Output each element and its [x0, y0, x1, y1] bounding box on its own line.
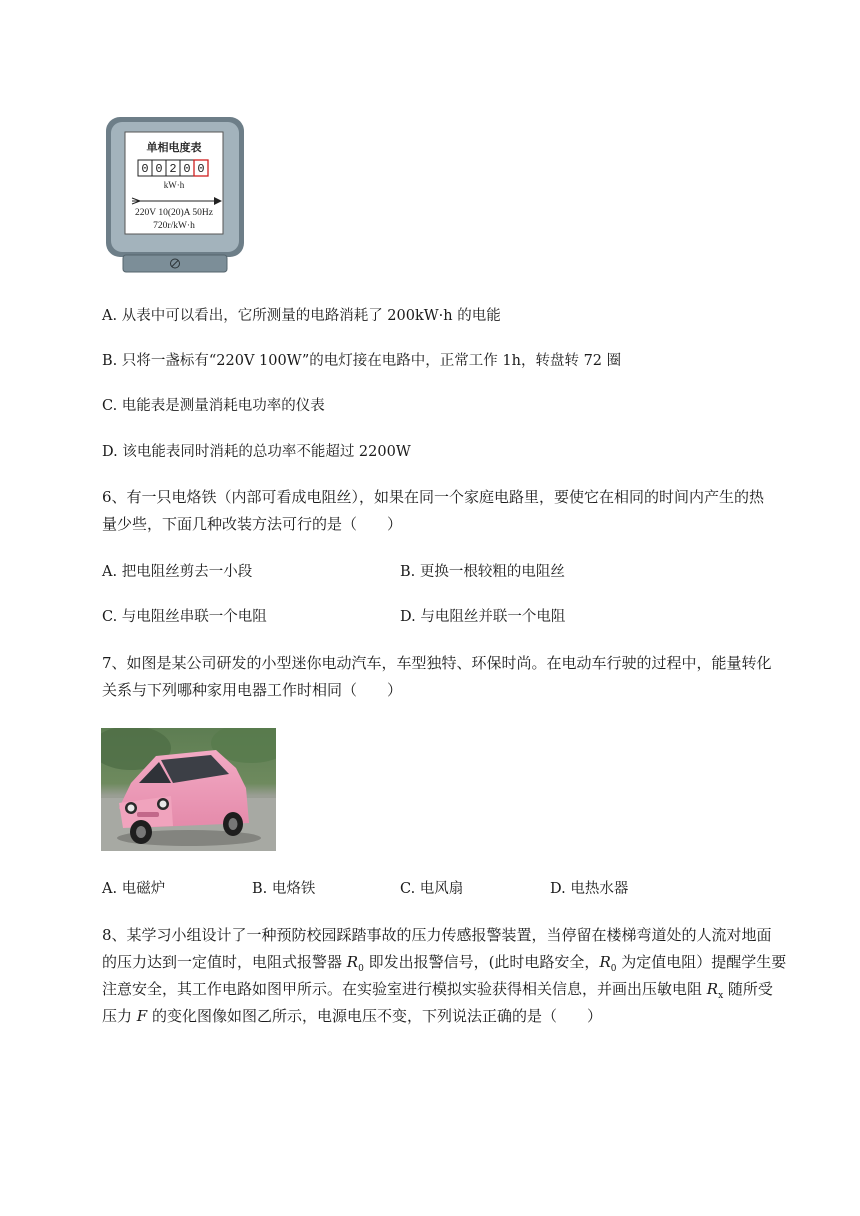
meter-digit: 0: [141, 162, 149, 176]
rx-subscript: x: [718, 991, 724, 1001]
q7-stem-line2: 关系与下列哪种家用电器工作时相同（ ）: [102, 681, 403, 699]
q6-option-d: D. 与电阻丝并联一个电阻: [400, 609, 566, 625]
q8-text: 的压力达到一定值时，电阻式报警器: [102, 953, 347, 971]
q7-option-a: A. 电磁炉: [102, 881, 166, 897]
q8-stem-line3: [102, 979, 773, 1006]
meter-spec: 220V 10(20)A 50Hz: [135, 208, 213, 218]
electric-car-photo: [101, 728, 276, 851]
q6-stem-line2: 量少些，下面几种改装方法可行的是（ ）: [102, 515, 403, 533]
q5-option-d: D. 该电能表同时消耗的总功率不能超过 2200W: [102, 444, 411, 460]
q6-option-a: A. 把电阻丝剪去一小段: [102, 564, 253, 580]
meter-digit: 0: [155, 162, 163, 176]
q8-text: 压力: [102, 1007, 137, 1025]
q6-option-c: C. 与电阻丝串联一个电阻: [102, 609, 267, 625]
rx-symbol: R: [706, 980, 719, 998]
q7-stem-line1: 7、如图是某公司研发的小型迷你电动汽车，车型独特、环保时尚。在电动车行驶的过程中，能量转化: [102, 654, 772, 672]
q7-option-c: C. 电风扇: [400, 881, 464, 897]
q8-text: 的变化图像如图乙所示，电源电压不变，下列说法正确的是（ ）: [147, 1007, 602, 1025]
q8-stem-line2: [102, 952, 786, 979]
q5-option-c: C. 电能表是测量消耗电功率的仪表: [102, 398, 325, 414]
meter-title: 单相电度表: [146, 142, 202, 154]
q8-text: 为定值电阻）提醒学生要: [616, 953, 787, 971]
q8-text: 注意安全，其工作电路如图甲所示。在实验室进行模拟实验获得相关信息，并画出压敏电阻: [102, 980, 707, 998]
r0-symbol: R: [599, 953, 611, 971]
q6-option-b: B. 更换一根较粗的电阻丝: [400, 564, 565, 580]
meter-unit: kW·h: [163, 180, 185, 190]
meter-digit: 2: [169, 162, 177, 176]
force-symbol: F: [136, 1007, 148, 1025]
meter-drawing: [104, 115, 246, 275]
q8-text: 即发出报警信号，(此时电路安全，: [363, 953, 600, 971]
car-drawing: [101, 728, 276, 851]
q8-stem-line1: 8、某学习小组设计了一种预防校园踩踏事故的压力传感报警装置，当停留在楼梯弯道处的人流对地面: [102, 926, 772, 944]
q7-option-d: D. 电热水器: [550, 881, 629, 897]
electricity-meter-image: [104, 115, 246, 275]
q8-stem-line4: [102, 1006, 602, 1026]
q8-text: 随所受: [723, 980, 773, 998]
q6-stem-line1: 6、有一只电烙铁（内部可看成电阻丝），如果在同一个家庭电路里，要使它在相同的时间内产生的热: [102, 488, 765, 506]
q5-option-b: B. 只将一盏标有“220V 100W”的电灯接在电路中，正常工作 1h，转盘转 72 圈: [102, 353, 622, 369]
meter-digit: 0: [183, 162, 191, 176]
q5-option-a: A. 从表中可以看出，它所测量的电路消耗了 200kW·h 的电能: [102, 308, 501, 324]
q7-option-b: B. 电烙铁: [252, 881, 316, 897]
meter-digit: 0: [197, 162, 205, 176]
r0-subscript: 0: [610, 964, 617, 974]
meter-rate: 720r/kW·h: [153, 221, 195, 231]
r0-subscript: 0: [358, 964, 364, 974]
r0-symbol: R: [346, 953, 359, 971]
